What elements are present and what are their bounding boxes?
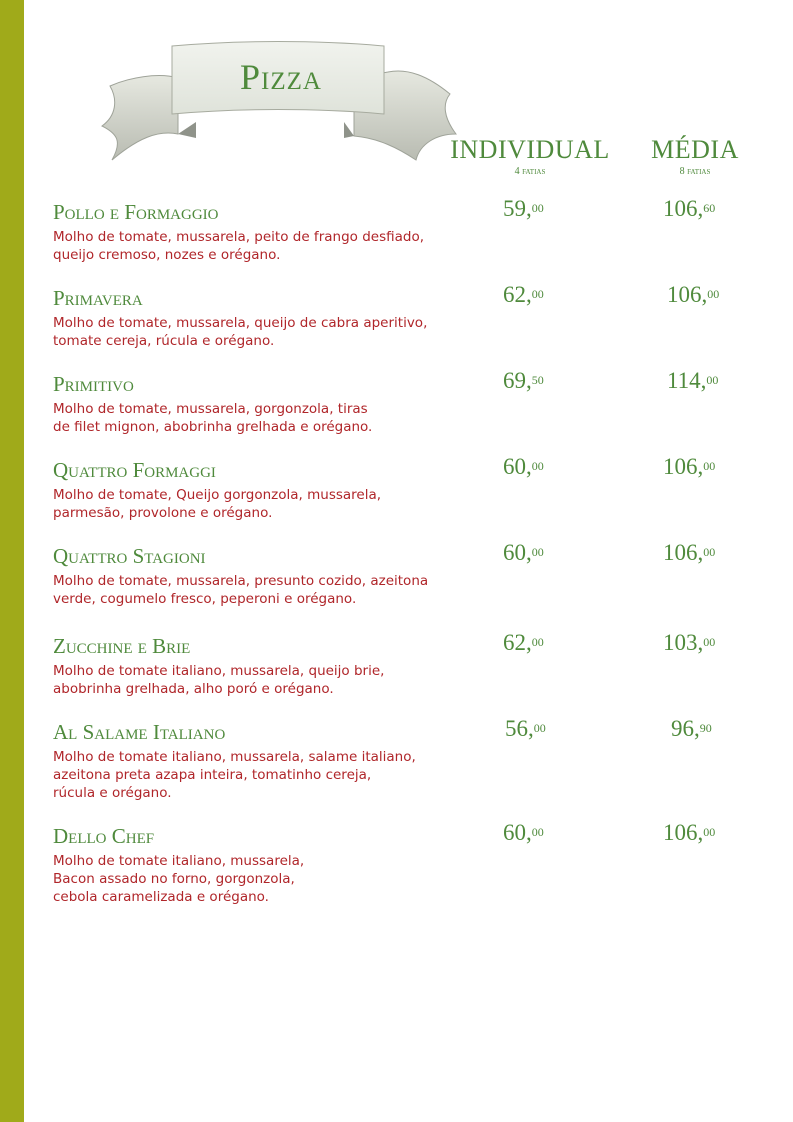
column-header-individual — [450, 136, 610, 178]
item-name: Quattro Formaggi — [53, 458, 216, 482]
item-description: Molho de tomate italiano, mussarela, salame italiano, azeitona preta azapa inteira, tomatinho cereja, rúcula e orégano. — [53, 749, 416, 801]
item-name: Quattro Stagioni — [53, 544, 206, 568]
price-individual: 60,00 — [503, 820, 544, 845]
price-media: 103,00 — [663, 630, 716, 655]
price-media: 106,00 — [663, 540, 716, 565]
item-description: Molho de tomate italiano, mussarela, queijo brie, abobrinha grelhada, alho poró e orégano. — [53, 663, 385, 697]
column-label-individual: INDIVIDUAL — [450, 135, 610, 164]
price-media: 114,00 — [667, 368, 719, 393]
column-sub-media: 8 fatias — [679, 166, 711, 177]
price-individual: 62,00 — [503, 282, 544, 307]
price-media: 96,90 — [671, 716, 712, 741]
title-banner — [98, 38, 458, 168]
item-description: Molho de tomate, mussarela, gorgonzola, tiras de filet mignon, abobrinha grelhada e orégano. — [53, 401, 373, 435]
price-individual: 60,00 — [503, 454, 544, 479]
column-label-media: MÉDIA — [651, 135, 739, 164]
item-description: Molho de tomate, mussarela, presunto cozido, azeitona verde, cogumelo fresco, peperoni e orégano. — [53, 573, 429, 607]
price-individual: 69,50 — [503, 368, 544, 393]
item-name: Zucchine e Brie — [53, 634, 191, 658]
item-description: Molho de tomate, mussarela, peito de frango desfiado, queijo cremoso, nozes e orégano. — [53, 229, 424, 263]
column-sub-individual: 4 fatias — [514, 166, 546, 177]
item-name: Dello Chef — [53, 824, 155, 848]
price-individual: 62,00 — [503, 630, 544, 655]
price-media: 106,60 — [663, 196, 716, 221]
item-name: Primitivo — [53, 372, 134, 396]
price-media: 106,00 — [663, 454, 716, 479]
item-name: Primavera — [53, 286, 143, 310]
item-description: Molho de tomate, mussarela, queijo de cabra aperitivo, tomate cereja, rúcula e orégano. — [53, 315, 428, 349]
price-individual: 60,00 — [503, 540, 544, 565]
item-name: Al Salame Italiano — [53, 720, 226, 744]
column-header-media — [640, 136, 750, 178]
price-media: 106,00 — [663, 820, 716, 845]
price-media: 106,00 — [667, 282, 720, 307]
price-individual: 56,00 — [505, 716, 546, 741]
page-title: Pizza — [240, 57, 322, 97]
side-accent-bar — [0, 0, 24, 1122]
item-name: Pollo e Formaggio — [53, 200, 219, 224]
item-description: Molho de tomate, Queijo gorgonzola, mussarela, parmesão, provolone e orégano. — [53, 487, 382, 521]
price-individual: 59,00 — [503, 196, 544, 221]
item-description: Molho de tomate italiano, mussarela, Bacon assado no forno, gorgonzola, cebola caramelizada e orégano. — [53, 853, 305, 905]
